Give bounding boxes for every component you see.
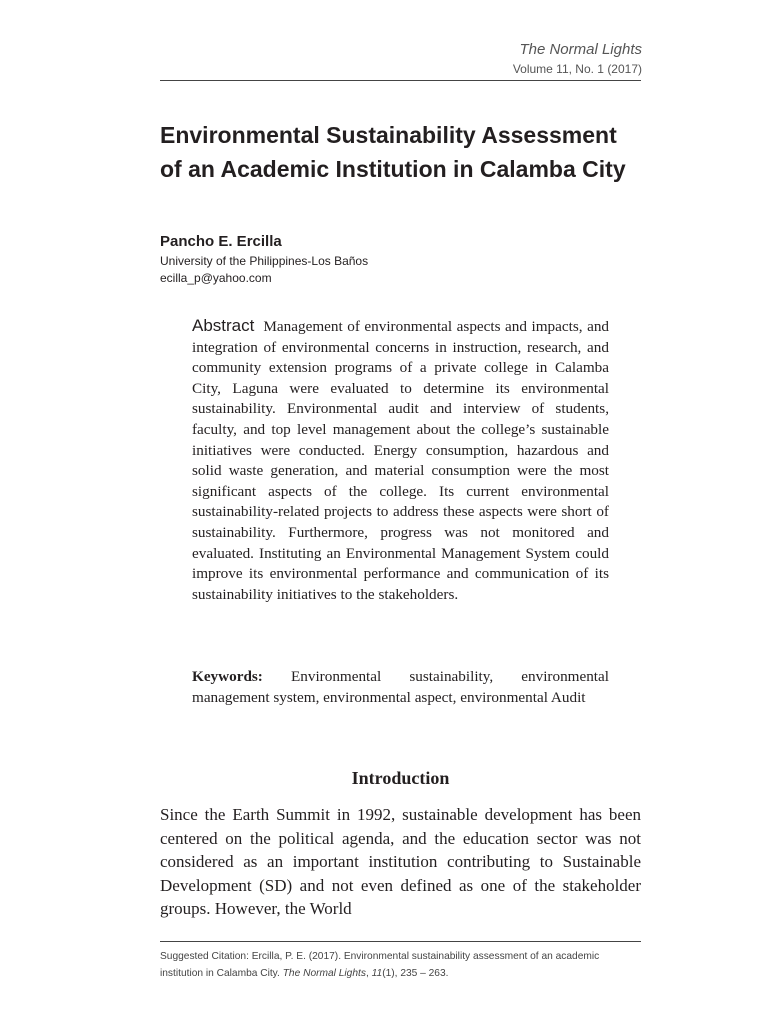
- abstract-text: Management of environmental aspects and impacts, and integration of environmental concerns in instruction, research, and community extension programs of a private college in Calamba City, Laguna were evaluated to determine its environmental sustainability. Environmental audit and interview of students, faculty, and top level management about the college’s sustainable initiatives were conducted. Energy consumption, hazardous and solid waste generation, and material consumption were the most significant aspects of the college. Its current environmental sustainability-related projects to address these aspects were short of sustainability. Furthermore, progress was not monitored and evaluated. Instituting an Environmental Management System could improve its environmental performance and communication of its sustainability initiatives to the stakeholders.: [192, 318, 610, 603]
- journal-volume: Volume 11, No. 1 (2017): [512, 62, 642, 76]
- author-email: ecilla_p@yahoo.com: [160, 271, 272, 285]
- section-heading-introduction: Introduction: [351, 768, 450, 788]
- keywords: [192, 666, 609, 708]
- author-name: Pancho E. Ercilla: [160, 233, 282, 250]
- author-affiliation: University of the Philippines-Los Baños: [160, 254, 369, 268]
- suggested-citation: [160, 948, 641, 982]
- abstract-label: Abstract: [192, 316, 255, 335]
- citation-text: Suggested Citation: Ercilla, P. E. (2017). Environmental sustainability assessment of an academic institution in Calamba City.: [160, 951, 600, 979]
- citation-volume: 11: [371, 968, 383, 979]
- abstract: [192, 316, 609, 605]
- citation-journal: The Normal Lights: [282, 968, 366, 979]
- citation-separator: ,: [365, 968, 369, 979]
- keywords-text: Environmental sustainability, environmental management system, environmental aspect, environmental Audit: [192, 668, 609, 706]
- header-divider: [160, 80, 641, 81]
- keywords-label: Keywords:: [192, 668, 263, 685]
- citation-issue-pages: (1), 235 – 263.: [382, 968, 449, 979]
- introduction-paragraph: Since the Earth Summit in 1992, sustainable development has been centered on the political agenda, and the education sector was not considered as an important institution contributing to Sustainable Development (SD) and not even defined as one of the stakeholder groups. However, the World: [160, 805, 641, 918]
- paper-title: Environmental Sustainability Assessment of an Academic Institution in Calamba City: [160, 122, 626, 182]
- journal-title: The Normal Lights: [519, 41, 642, 58]
- footer-divider: [160, 941, 641, 942]
